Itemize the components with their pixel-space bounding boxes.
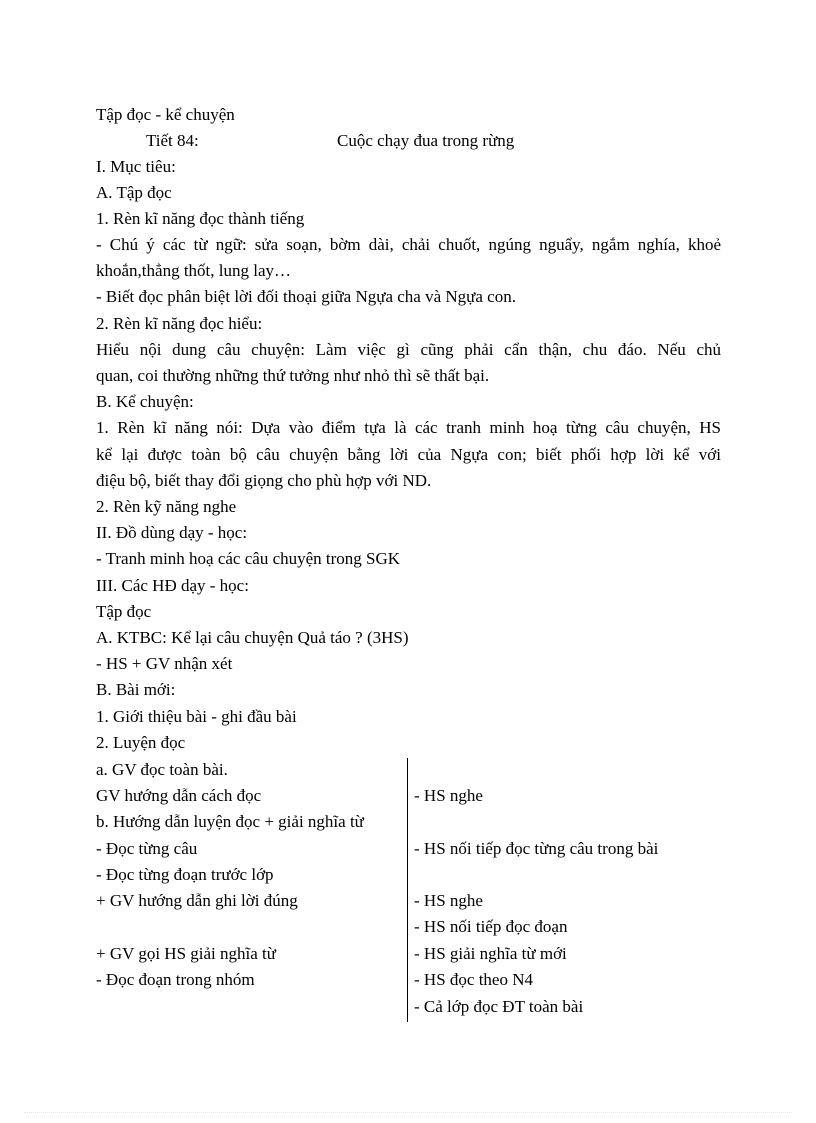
section-heading: III. Các HĐ dạy - học:	[96, 576, 249, 595]
objective-text: 1. Rèn kĩ năng nói: Dựa vào điểm tựa là các tranh minh hoạ từng câu chuyện, HS	[96, 418, 721, 437]
column-divider	[407, 758, 408, 1022]
objective-item: 2. Rèn kỹ năng nghe	[96, 497, 237, 516]
lesson-title-row	[146, 128, 515, 154]
teacher-activity: - Đọc từng câu	[96, 839, 198, 858]
subsection-heading: A. Tập đọc	[96, 183, 172, 202]
objective-text: kể lại được toàn bộ câu chuyện bằng lời của Ngựa con; biết phối hợp lời kể với	[96, 445, 721, 464]
materials-item: - Tranh minh hoạ các câu chuyện trong SGK	[96, 549, 401, 568]
activity-step: A. KTBC: Kể lại câu chuyện Quả táo ? (3HS)	[96, 628, 409, 647]
section-heading: II. Đồ dùng dạy - học:	[96, 523, 248, 542]
student-activity: - HS nối tiếp đọc từng câu trong bài	[414, 839, 659, 858]
objective-text: quan, coi thường những thứ tưởng như nhỏ thì sẽ thất bại.	[96, 366, 490, 385]
objective-note: khoắn,thẳng thốt, lung lay…	[96, 261, 292, 280]
teacher-activity: + GV hướng dẫn ghi lời đúng	[96, 891, 298, 910]
objective-note: - Chú ý các từ ngữ: sửa soạn, bờm dài, chải chuốt, ngúng nguẩy, ngắm nghía, khoẻ	[96, 235, 721, 254]
student-activity: - HS nghe	[414, 891, 483, 910]
objective-note: - Biết đọc phân biệt lời đối thoại giữa Ngựa cha và Ngựa con.	[96, 287, 516, 306]
objective-item: 2. Rèn kĩ năng đọc hiểu:	[96, 314, 263, 333]
student-activity: - HS nối tiếp đọc đoạn	[414, 917, 568, 936]
page-footer-border	[24, 1112, 792, 1113]
student-activity: - HS giải nghĩa từ mới	[414, 944, 567, 963]
subject-heading: Tập đọc - kể chuyện	[96, 105, 235, 124]
teacher-activity: + GV gọi HS giải nghĩa từ	[96, 944, 276, 963]
objective-item: 1. Rèn kĩ năng đọc thành tiếng	[96, 209, 305, 228]
student-activity: - HS nghe	[414, 786, 483, 805]
teacher-activity: b. Hướng dẫn luyện đọc + giải nghĩa từ	[96, 812, 364, 831]
lesson-title: Cuộc chạy đua trong rừng	[337, 131, 515, 150]
teacher-activity: GV hướng dẫn cách đọc	[96, 786, 262, 805]
activity-step: 2. Luyện đọc	[96, 733, 186, 752]
activity-step: 1. Giới thiệu bài - ghi đầu bài	[96, 707, 297, 726]
lesson-number: Tiết 84:	[146, 131, 199, 150]
activity-step: - HS + GV nhận xét	[96, 654, 233, 673]
student-activity: - Cả lớp đọc ĐT toàn bài	[414, 997, 584, 1016]
activity-heading: Tập đọc	[96, 602, 152, 621]
objective-text: Hiểu nội dung câu chuyện: Làm việc gì cũng phải cẩn thận, chu đáo. Nếu chủ	[96, 340, 721, 359]
teacher-activity: a. GV đọc toàn bài.	[96, 760, 228, 779]
section-heading: I. Mục tiêu:	[96, 157, 176, 176]
student-activity: - HS đọc theo N4	[414, 970, 533, 989]
teacher-activity: - Đọc đoạn trong nhóm	[96, 970, 255, 989]
teacher-activity: - Đọc từng đoạn trước lớp	[96, 865, 274, 884]
objective-text: điệu bộ, biết thay đổi giọng cho phù hợp với ND.	[96, 471, 432, 490]
activity-step: B. Bài mới:	[96, 680, 176, 699]
subsection-heading: B. Kể chuyện:	[96, 392, 194, 411]
